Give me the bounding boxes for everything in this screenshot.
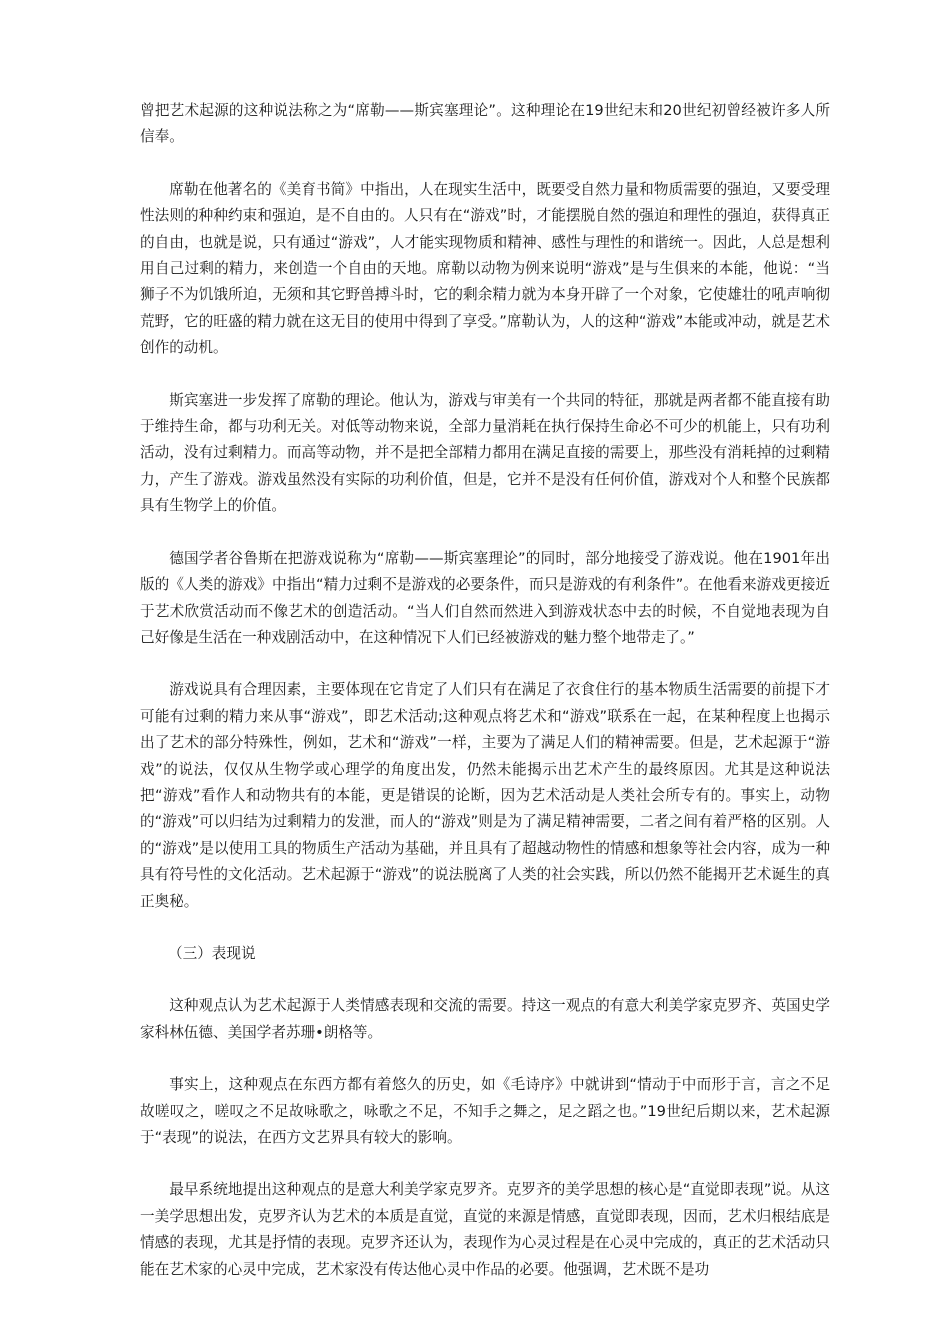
paragraph-spencer: 斯宾塞进一步发挥了席勒的理论。他认为，游戏与审美有一个共同的特征，那就是两者都不能直接有助于维持生命，都与功利无关。对低等动物来说，全部力量消耗在执行保持生命必不可少的机能上，只有功利活动，没有过剩精力。而高等动物，并不是把全部精力都用在满足直接的需要上，那些没有消耗掉的过剩精力，产生了游戏。游戏虽然没有实际的功利价值，但是，它并不是没有任何价值，游戏对个人和整个民族都具有生物学上的价值。 <box>140 391 830 515</box>
document-page <box>140 98 830 1309</box>
paragraph-expression-theory: 这种观点认为艺术起源于人类情感表现和交流的需要。持这一观点的有意大利美学家克罗齐、英国史学家科林伍德、美国学者苏珊•朗格等。 <box>140 997 830 1041</box>
paragraph-expression-history: 事实上，这种观点在东西方都有着悠久的历史，如《毛诗序》中就讲到“情动于中而形于言，言之不足故嗟叹之，嗟叹之不足故咏歌之，咏歌之不足，不知手之舞之，足之蹈之也。”19世纪后期以来，艺术起源于“表现”的说法，在西方文艺界具有较大的影响。 <box>140 1076 830 1146</box>
section-heading: （三）表现说 <box>168 944 256 962</box>
paragraph-schiller: 席勒在他著名的《美育书简》中指出，人在现实生活中，既要受自然力量和物质需要的强迫，又要受理性法则的种种约束和强迫，是不自由的。人只有在“游戏”时，才能摆脱自然的强迫和理性的强迫，获得真正的自由，也就是说，只有通过“游戏”，人才能实现物质和精神、感性与理性的和谐统一。因此，人总是想利用自己过剩的精力，来创造一个自由的天地。席勒以动物为例来说明“游戏”是与生俱来的本能，他说：“当狮子不为饥饿所迫，无须和其它野兽搏斗时，它的剩余精力就为本身开辟了一个对象，它使雄壮的吼声响彻荒野，它的旺盛的精力就在这无目的使用中得到了享受。”席勒认为，人的这种“游戏”本能或冲动，就是艺术创作的动机。 <box>140 180 830 357</box>
paragraph-continuation: 曾把艺术起源的这种说法称之为“席勒——斯宾塞理论”。这种理论在19世纪末和20世纪初曾经被许多人所信奉。 <box>140 102 830 146</box>
paragraph-groos: 德国学者谷鲁斯在把游戏说称为“席勒——斯宾塞理论”的同时，部分地接受了游戏说。他在1901年出版的《人类的游戏》中指出“精力过剩不是游戏的必要条件，而只是游戏的有利条件”。在他看来游戏更接近于艺术欣赏活动而不像艺术的创造活动。“当人们自然而然进入到游戏状态中去的时候，不自觉地表现为自己好像是生活在一种戏剧活动中，在这种情况下人们已经被游戏的魅力整个地带走了。” <box>140 549 830 646</box>
paragraph-play-theory-critique: 游戏说具有合理因素，主要体现在它肯定了人们只有在满足了衣食住行的基本物质生活需要的前提下才可能有过剩的精力来从事“游戏”，即艺术活动;这种观点将艺术和“游戏”联系在一起，在某种程度上也揭示出了艺术的部分特殊性，例如，艺术和“游戏”一样，主要为了满足人们的精神需要。但是，艺术起源于“游戏”的说法，仅仅从生物学或心理学的角度出发，仍然未能揭示出艺术产生的最终原因。尤其是这种说法把“游戏”看作人和动物共有的本能，更是错误的论断，因为艺术活动是人类社会所专有的。事实上，动物的“游戏”可以归结为过剩精力的发泄，而人的“游戏”则是为了满足精神需要，二者之间有着严格的区别。人的“游戏”是以使用工具的物质生产活动为基础，并且具有了超越动物性的情感和想象等社会内容，成为一种具有符号性的文化活动。艺术起源于“游戏”的说法脱离了人类的社会实践，所以仍然不能揭开艺术诞生的真正奥秘。 <box>140 681 830 910</box>
paragraph-croce: 最早系统地提出这种观点的是意大利美学家克罗齐。克罗齐的美学思想的核心是“直觉即表现”说。从这一美学思想出发，克罗齐认为艺术的本质是直觉，直觉的来源是情感，直觉即表现，因而，艺术归根结底是情感的表现，尤其是抒情的表现。克罗齐还认为，表现作为心灵过程是在心灵中完成的，真正的艺术活动只能在艺术家的心灵中完成，艺术家没有传达他心灵中作品的必要。他强调，艺术既不是功 <box>140 1181 830 1278</box>
